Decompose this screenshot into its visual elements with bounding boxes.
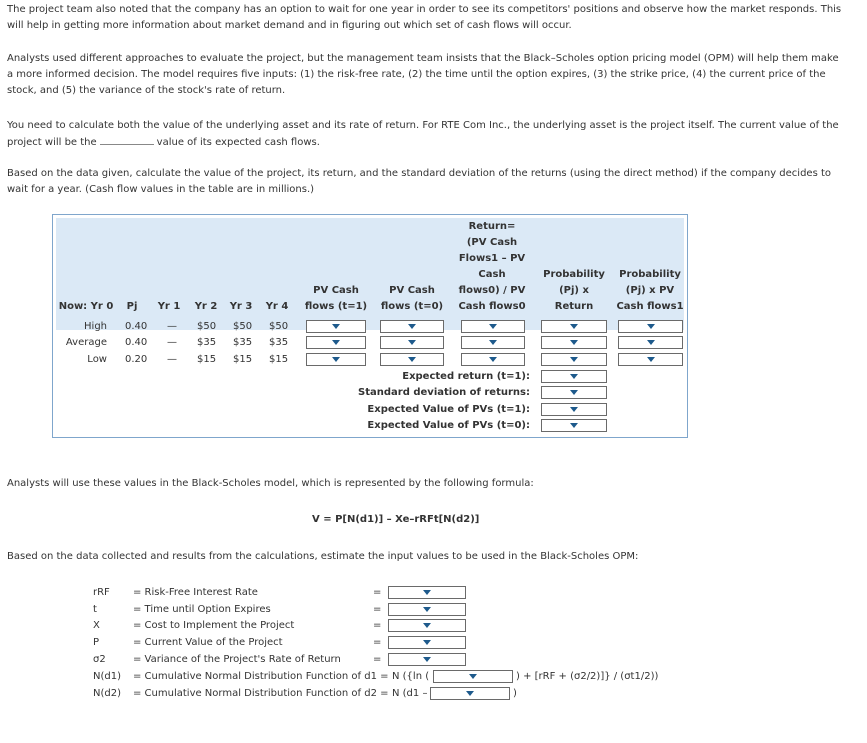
pv-t0-average-dropdown[interactable] xyxy=(380,336,444,349)
row-yr2-low: $15 xyxy=(197,354,217,365)
prob-return-average-dropdown[interactable] xyxy=(541,336,607,349)
answer-blank[interactable] xyxy=(100,134,154,145)
header-yr2: Yr 2 xyxy=(194,301,218,312)
desc-variance: = Variance of the Project's Rate of Return xyxy=(133,654,341,665)
header-yr3: Yr 3 xyxy=(229,301,253,312)
header-prob-return-line1: Probability xyxy=(543,269,605,280)
header-return-line5: flows0) / PV xyxy=(458,285,526,296)
header-prob-return-line2: (Pj) x xyxy=(559,285,589,296)
row-prob-low: 0.20 xyxy=(125,354,148,365)
header-return-line2: (PV Cash xyxy=(466,237,518,248)
approach-paragraph: Analysts used different approaches to evaluate the project, but the management team insists that the Black–Scholes option pricing model (OPM) will help them make a more informed decision. The model requires five inputs: (1) the risk-free rate, (2) the time until the option expires, (3) the strike price, (4) the current price of the stock, and (5) the variance of the stock's rate of return. xyxy=(7,53,839,96)
variance-dropdown[interactable] xyxy=(388,653,466,666)
row-yr1-average: — xyxy=(167,337,177,348)
expected-pv-t1-label: Expected Value of PVs (t=1): xyxy=(367,404,530,415)
row-yr4-low: $15 xyxy=(269,354,289,365)
header-return-line1: Return= xyxy=(468,221,516,232)
underlying-asset-text-end: value of its expected cash flows. xyxy=(156,137,320,148)
symbol-rrf: rRF xyxy=(93,587,110,598)
equals-t: = xyxy=(373,604,382,615)
desc-p: = Current Value of the Project xyxy=(133,637,283,648)
header-pv-t1-line2: flows (t=1) xyxy=(304,301,368,312)
header-pv-t0 xyxy=(376,283,448,315)
desc-t: = Time until Option Expires xyxy=(133,604,271,615)
header-yr4: Yr 4 xyxy=(265,301,289,312)
cash-flow-table xyxy=(52,214,688,438)
prob-return-low-dropdown[interactable] xyxy=(541,353,607,366)
header-return xyxy=(453,219,531,315)
underlying-asset-text: You need to calculate both the value of the underlying asset and its rate of return. For RTE Com Inc., the underlying asset is the project itself. The current value of the project will be the xyxy=(7,120,839,148)
nd1-formula-end: ) + [rRF + (σ2/2)]} / (σt1/2)) xyxy=(516,671,659,682)
row-yr3-average: $35 xyxy=(233,337,253,348)
rrf-dropdown[interactable] xyxy=(388,586,466,599)
symbol-x: X xyxy=(93,620,100,631)
nd1-formula-start: N ({ln ( xyxy=(392,671,430,682)
symbol-t: t xyxy=(93,604,97,615)
x-dropdown[interactable] xyxy=(388,619,466,632)
header-return-line4: Cash xyxy=(478,269,506,280)
instructions-paragraph: Based on the data given, calculate the value of the project, its return, and the standard deviation of the returns (using the direct method) if the company decides to wait for a year. (Cash flow values in the table are in millions.) xyxy=(7,168,832,195)
prob-return-high-dropdown[interactable] xyxy=(541,320,607,333)
symbol-nd1: N(d1) xyxy=(93,671,121,682)
header-prob-pv-line3: Cash flows1 xyxy=(616,301,684,312)
row-label-low: Low xyxy=(87,354,107,365)
desc-rrf: = Risk-Free Interest Rate xyxy=(133,587,258,598)
pv-t0-low-dropdown[interactable] xyxy=(380,353,444,366)
desc-nd1: = Cumulative Normal Distribution Function of d1 = xyxy=(133,671,389,682)
t-dropdown[interactable] xyxy=(388,603,466,616)
nd2-formula-start: N (d1 – xyxy=(392,688,428,699)
header-prob-return-line3: Return xyxy=(554,301,594,312)
header-prob-pv-line2: (Pj) x PV xyxy=(625,285,675,296)
expected-pv-t0-label: Expected Value of PVs (t=0): xyxy=(367,420,530,431)
p-dropdown[interactable] xyxy=(388,636,466,649)
pv-t1-low-dropdown[interactable] xyxy=(306,353,366,366)
desc-nd2: = Cumulative Normal Distribution Function of d2 = xyxy=(133,688,389,699)
symbol-variance: σ2 xyxy=(93,654,106,665)
std-dev-label: Standard deviation of returns: xyxy=(358,387,530,398)
symbol-nd2: N(d2) xyxy=(93,688,121,699)
header-pv-t0-line1: PV Cash xyxy=(389,285,435,296)
expected-return-dropdown[interactable] xyxy=(541,370,607,383)
expected-pv-t1-dropdown[interactable] xyxy=(541,403,607,416)
black-scholes-intro: Analysts will use these values in the Black-Scholes model, which is represented by the following formula: xyxy=(7,478,534,489)
header-prob-return xyxy=(537,267,611,315)
equals-variance: = xyxy=(373,654,382,665)
header-pv-t0-line2: flows (t=0) xyxy=(380,301,444,312)
return-average-dropdown[interactable] xyxy=(461,336,525,349)
row-yr3-low: $15 xyxy=(233,354,253,365)
row-prob-high: 0.40 xyxy=(125,321,148,332)
pv-t1-average-dropdown[interactable] xyxy=(306,336,366,349)
estimate-inputs-paragraph: Based on the data collected and results from the calculations, estimate the input values to be used in the Black-Scholes OPM: xyxy=(7,551,639,562)
row-yr1-high: — xyxy=(167,321,177,332)
nd2-formula-end: ) xyxy=(513,688,517,699)
prob-pv-average-dropdown[interactable] xyxy=(618,336,683,349)
row-yr4-high: $50 xyxy=(269,321,289,332)
row-prob-average: 0.40 xyxy=(125,337,148,348)
black-scholes-formula: V = P[N(d1)] – Xe–rRFt[N(d2)] xyxy=(312,514,480,525)
header-return-line3: Flows1 – PV xyxy=(458,253,526,264)
desc-x: = Cost to Implement the Project xyxy=(133,620,295,631)
row-label-average: Average xyxy=(65,337,107,348)
nd2-dropdown[interactable] xyxy=(430,687,510,700)
row-label-high: High xyxy=(84,321,107,332)
header-pj: Pj xyxy=(126,301,138,312)
row-yr2-average: $35 xyxy=(197,337,217,348)
row-yr3-high: $50 xyxy=(233,321,253,332)
return-high-dropdown[interactable] xyxy=(461,320,525,333)
header-pv-t1 xyxy=(298,283,374,315)
expected-pv-t0-dropdown[interactable] xyxy=(541,419,607,432)
std-dev-dropdown[interactable] xyxy=(541,386,607,399)
header-return-line6: Cash flows0 xyxy=(458,301,526,312)
return-low-dropdown[interactable] xyxy=(461,353,525,366)
equals-rrf: = xyxy=(373,587,382,598)
header-prob-pv xyxy=(613,267,687,315)
intro-paragraph: The project team also noted that the company has an option to wait for one year in order to see its competitors' positions and observe how the market responds. This will help in getting more information about market demand and in figuring out which set of cash flows will occur. xyxy=(7,4,842,31)
header-pv-t1-line1: PV Cash xyxy=(313,285,359,296)
prob-pv-low-dropdown[interactable] xyxy=(618,353,683,366)
expected-return-label: Expected return (t=1): xyxy=(402,371,530,382)
header-yr1: Yr 1 xyxy=(157,301,181,312)
pv-t0-high-dropdown[interactable] xyxy=(380,320,444,333)
equals-x: = xyxy=(373,620,382,631)
header-now: Now: Yr 0 xyxy=(58,301,114,312)
prob-pv-high-dropdown[interactable] xyxy=(618,320,683,333)
pv-t1-high-dropdown[interactable] xyxy=(306,320,366,333)
underlying-asset-paragraph xyxy=(7,118,847,151)
row-yr1-low: — xyxy=(167,354,177,365)
header-prob-pv-line1: Probability xyxy=(619,269,681,280)
row-yr4-average: $35 xyxy=(269,337,289,348)
symbol-p: P xyxy=(93,637,100,648)
nd1-dropdown[interactable] xyxy=(433,670,513,683)
equals-p: = xyxy=(373,637,382,648)
row-yr2-high: $50 xyxy=(197,321,217,332)
